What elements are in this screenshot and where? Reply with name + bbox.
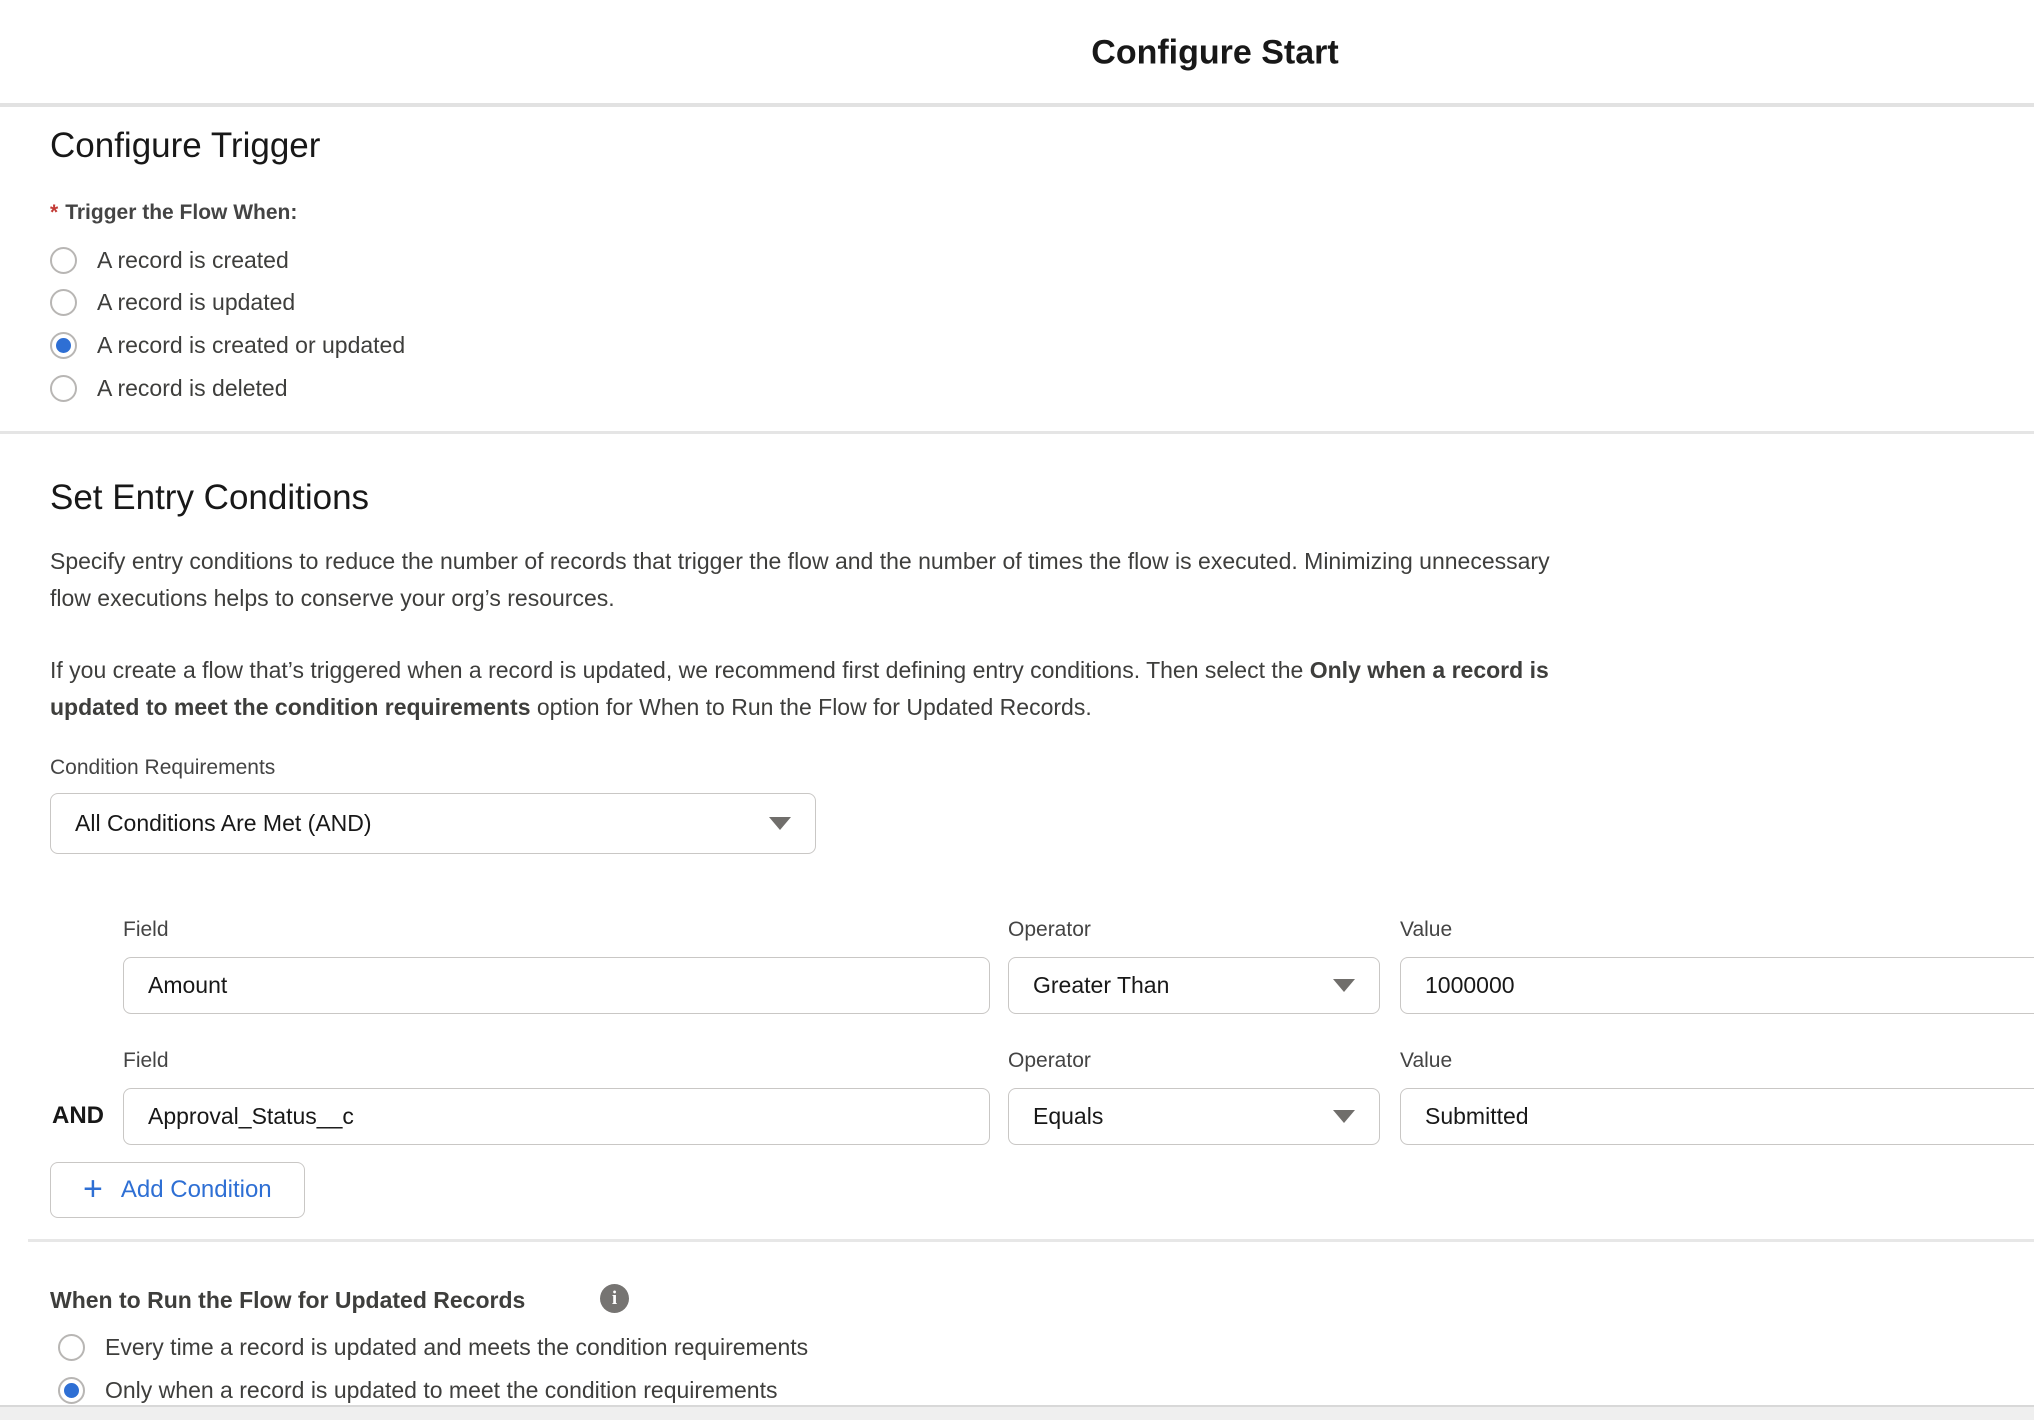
when-to-run-label: When to Run the Flow for Updated Records [50,1287,526,1313]
field-column-label: Field [123,1049,169,1072]
condition-2-value-input[interactable] [1400,1088,2034,1145]
radio-record-updated[interactable] [50,281,295,323]
entry-conditions-description-2: If you create a flow that’s triggered when a record is updated, we recommend first defining entry conditions. Then select the Only when a record is updated to meet the condition requirements option for When to Run the Flow for Updated Records. [50,657,1549,720]
radio-label[interactable]: A record is updated [97,288,296,315]
radio-every-time-updated[interactable] [58,1326,808,1368]
modal-header [0,0,2034,107]
set-entry-conditions-heading: Set Entry Conditions [50,478,370,517]
section-divider [0,431,2034,434]
trigger-when-label: * Trigger the Flow When: [50,201,298,224]
condition-requirements-value: All Conditions Are Met (AND) [75,810,372,836]
operator-column-label: Operator [1008,1049,1091,1072]
value-column-label: Value [1400,1049,1453,1072]
radio-icon[interactable] [50,289,77,316]
plus-icon: + [83,1170,103,1208]
radio-label[interactable]: A record is created or updated [97,331,406,358]
entry-conditions-description-1: Specify entry conditions to reduce the number of records that trigger the flow and the number of times the flow is executed. Minimizing unnecessary flow executions helps to conserve your org’s resources. [50,548,1550,611]
radio-label[interactable]: A record is deleted [97,374,288,401]
condition-requirements-label: Condition Requirements [50,756,276,779]
chevron-down-icon [769,817,791,830]
condition-2-field-input[interactable] [123,1088,990,1145]
radio-label[interactable]: A record is created [97,246,289,273]
and-logic-label: AND [52,1102,104,1129]
radio-label[interactable]: Only when a record is updated to meet the condition requirements [105,1376,778,1403]
condition-1-value-input[interactable] [1400,957,2034,1014]
required-asterisk: * [50,201,59,224]
when-to-run-divider [28,1239,2034,1242]
radio-label[interactable]: Every time a record is updated and meets the condition requirements [105,1333,809,1360]
modal-title: Configure Start [1091,33,1339,72]
value-column-label: Value [1400,918,1453,941]
chevron-down-icon [1333,979,1355,992]
info-icon[interactable]: i [600,1284,629,1313]
radio-icon-selected[interactable] [58,1377,85,1404]
configure-trigger-heading: Configure Trigger [50,126,321,165]
condition-requirements-select[interactable] [50,793,816,854]
radio-icon[interactable] [50,247,77,274]
radio-record-deleted[interactable] [50,367,288,409]
field-column-label: Field [123,918,169,941]
bottom-scroll-strip[interactable] [0,1405,2034,1420]
radio-icon-selected[interactable] [50,332,77,359]
radio-icon[interactable] [50,375,77,402]
condition-2-operator-select[interactable]: Equals [1008,1088,1380,1145]
operator-column-label: Operator [1008,918,1091,941]
condition-1-field-input[interactable] [123,957,990,1014]
radio-record-created[interactable] [50,239,289,281]
radio-icon[interactable] [58,1334,85,1361]
add-condition-button[interactable]: + Add Condition [50,1162,305,1218]
radio-record-created-or-updated[interactable] [50,324,405,366]
condition-1-operator-select[interactable]: Greater Than [1008,957,1380,1014]
chevron-down-icon [1333,1110,1355,1123]
